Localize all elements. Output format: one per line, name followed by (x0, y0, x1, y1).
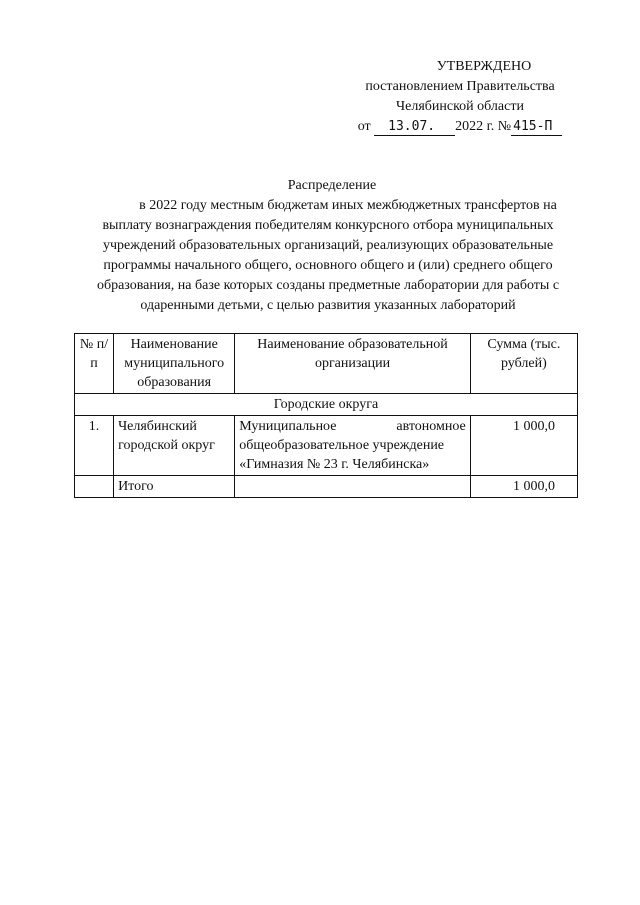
header-num: № п/п (75, 334, 114, 394)
org-line-2: общеобразовательное учреждение (239, 438, 445, 453)
date-suffix: 2022 г. № (455, 119, 512, 134)
table-row (75, 416, 578, 476)
row-municipality: Челябинский городской округ (114, 416, 235, 476)
document-title: Распределение (287, 178, 377, 193)
number-value: 415-П (511, 119, 562, 136)
document-heading (78, 176, 578, 316)
total-org-empty (235, 476, 470, 498)
header-municipality: Наименование муниципального образования (114, 334, 235, 394)
approval-stamp (340, 57, 580, 137)
approval-line-1: постановлением Правительства (365, 79, 555, 94)
approval-line-2: Челябинской области (396, 99, 524, 114)
total-amount: 1 000,0 (470, 476, 577, 498)
total-num-empty (75, 476, 114, 498)
date-prefix: от (357, 119, 371, 134)
date-value: 13.07. (374, 119, 455, 136)
row-amount: 1 000,0 (470, 416, 577, 476)
table-header-row (75, 334, 578, 394)
section-label: Городские округа (75, 394, 578, 416)
section-row (75, 394, 578, 416)
approval-date-line (340, 117, 580, 137)
total-row (75, 476, 578, 498)
org-line-1: Муниципальное автономное (239, 419, 466, 434)
org-line-3: «Гимназия № 23 г. Челябинска» (239, 457, 430, 472)
row-organization (235, 416, 470, 476)
document-description: в 2022 году местным бюджетам иных межбюджетных трансфертов на выплату вознаграждения победителям конкурсного отбора муниципальных учреждений образовательных организаций, реализующих образовательные программы начального общего, основного общего и (или) среднего общего образования, на базе которых созданы предметные лаборатории для работы с одаренными детьми, с целью развития указанных лабораторий (96, 198, 560, 313)
total-label: Итого (114, 476, 235, 498)
header-amount: Сумма (тыс. рублей) (470, 334, 577, 394)
row-num: 1. (75, 416, 114, 476)
distribution-table (74, 333, 578, 498)
header-organization: Наименование образовательной организации (235, 334, 470, 394)
approval-title: УТВЕРЖДЕНО (436, 59, 532, 74)
